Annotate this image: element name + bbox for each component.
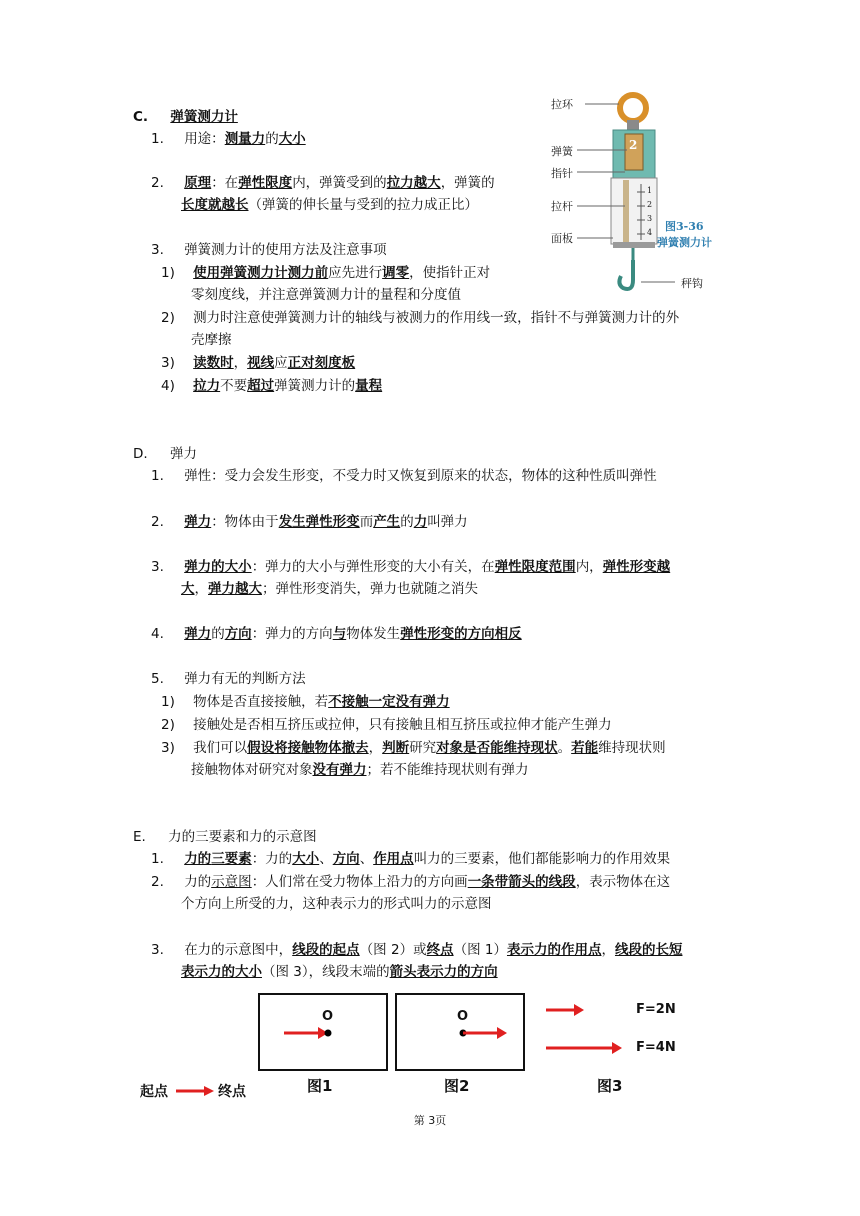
emphasis: 弹性形变的方向相反 [400, 626, 522, 642]
emphasis: 力的 [184, 851, 212, 867]
text: 不要 [220, 378, 248, 394]
text: 弹簧测力计的 [274, 378, 356, 394]
item-number: 3. [151, 942, 164, 958]
emphasis: 若能 [571, 740, 599, 756]
label-ring: 拉环 [551, 98, 573, 111]
text: 的 [265, 131, 279, 147]
label-rod: 拉杆 [551, 200, 573, 213]
emphasis: 弹性限度 [238, 175, 293, 191]
text: 弹力有无的判断方法 [184, 671, 306, 687]
emphasis: 终点 [426, 942, 454, 958]
text: ：弹力的方向 [251, 626, 333, 642]
legend-arrow-icon [174, 1084, 216, 1098]
text: （图 2）或 [359, 942, 427, 958]
list-item [151, 872, 670, 892]
item-number: 1) [161, 694, 175, 710]
text: 叫力的三要素，他们都能影响力的作用效果 [413, 851, 671, 867]
list-item [151, 940, 682, 960]
text: 弹簧测力计的使用方法及注意事项 [184, 242, 387, 258]
text: 接触物体对研究对象 [191, 762, 313, 778]
emphasis: 超过 [247, 378, 275, 394]
text: ，弹簧的 [440, 175, 495, 191]
figure-caption-title: 弹簧测力计 [657, 236, 712, 249]
emphasis: 对象是否能维持现状 [436, 740, 558, 756]
point-label: O [322, 1009, 334, 1024]
section-letter: E. [133, 829, 146, 845]
item-number: 5. [151, 671, 164, 687]
list-item-continuation [181, 962, 498, 982]
text: 力的 [184, 874, 212, 890]
item-number: 2. [151, 175, 164, 191]
emphasis: 弹力的大小 [184, 559, 252, 575]
text: 在力的示意图中， [184, 942, 293, 958]
figure-2-box [395, 993, 525, 1071]
text: 而 [359, 514, 374, 530]
emphasis: 使用弹簧测力计测力前 [193, 265, 329, 281]
emphasis: 原理 [184, 175, 212, 191]
text: （弹簧的伸长量与受到的拉力成正比） [248, 197, 478, 213]
sub-item-continuation [191, 760, 529, 780]
text: 叫弹力 [427, 514, 468, 530]
label-panel: 面板 [551, 232, 573, 245]
list-item-continuation [181, 894, 492, 914]
sub-item [161, 376, 382, 396]
emphasis: 弹力 [184, 626, 212, 642]
label-spring: 弹簧 [551, 145, 573, 158]
section-c-heading [133, 107, 238, 127]
emphasis: 拉力越大 [386, 175, 441, 191]
legend-start-label: 起点 [140, 1084, 168, 1100]
emphasis: 没有弹力 [312, 762, 367, 778]
item-number: 3) [161, 355, 175, 371]
section-title: 弹力 [169, 446, 197, 462]
label-pointer: 指针 [551, 167, 573, 180]
section-d-heading [133, 444, 197, 464]
figure-3-arrows-icon [542, 1000, 632, 1060]
item-number: 2. [151, 874, 164, 890]
figure-caption: 图2 [444, 1077, 470, 1095]
item-number: 3) [161, 740, 175, 756]
emphasis: 测量力 [224, 131, 266, 147]
emphasis: 箭头表示力的方向 [389, 964, 498, 980]
text: 。 [557, 740, 572, 756]
sub-item [161, 353, 355, 373]
text: 的 [211, 626, 225, 642]
item-number: 3. [151, 242, 164, 258]
emphasis: 假设将接触物体撤去 [247, 740, 369, 756]
section-title: 力的三要素和力的示意图 [168, 829, 317, 845]
tick-label: 2 [647, 200, 653, 209]
item-number: 1. [151, 468, 164, 484]
page-number: 第 3页 [413, 1114, 447, 1127]
text: ， [601, 942, 615, 958]
text: ：人们常在受力物体上沿力的方向画 [251, 874, 468, 890]
list-item [151, 557, 670, 577]
figure-caption: 图3 [597, 1077, 623, 1095]
text: 、 [359, 851, 374, 867]
list-item-continuation [181, 579, 478, 599]
sub-item [161, 308, 679, 328]
list-item [151, 129, 306, 149]
list-item-continuation [181, 195, 478, 215]
emphasis: 弹性形变越 [602, 559, 671, 575]
text: 、 [319, 851, 333, 867]
emphasis: 调零 [382, 265, 410, 281]
item-number: 1. [151, 851, 164, 867]
figure-caption-number: 图3-36 [665, 220, 704, 233]
text: ，使指针正对 [409, 265, 491, 281]
sub-item [161, 738, 666, 758]
text: 物体发生 [346, 626, 401, 642]
text: 物体是否直接接触，若 [193, 694, 329, 710]
emphasis: 不接触一定没有弹力 [328, 694, 450, 710]
section-e-heading [133, 827, 317, 847]
emphasis: 力 [413, 514, 428, 530]
text: 我们可以 [193, 740, 248, 756]
text: 的 [400, 514, 414, 530]
item-number: 2) [161, 310, 175, 326]
emphasis: 三要素 [211, 851, 252, 867]
emphasis: 与 [332, 626, 347, 642]
text: 用途： [184, 131, 225, 147]
sub-item-continuation [191, 285, 461, 305]
figure-caption: 图1 [307, 1077, 333, 1095]
knob-label: 2 [629, 138, 638, 152]
text: ， [233, 355, 248, 371]
emphasis: 一条带箭头的线段 [467, 874, 576, 890]
emphasis: 视线 [247, 355, 275, 371]
text: 内， [575, 559, 603, 575]
section-letter: D. [133, 446, 148, 462]
text: 维持现状则 [598, 740, 666, 756]
sub-item-continuation [191, 330, 232, 350]
emphasis: 作用点 [373, 851, 414, 867]
text: 内，弹簧受到的 [292, 175, 387, 191]
emphasis: 量程 [355, 378, 383, 394]
text: 研究 [409, 740, 437, 756]
item-number: 4. [151, 626, 164, 642]
text: （图 3），线段末端的 [262, 964, 390, 980]
tick-label: 4 [647, 228, 653, 237]
item-number: 1. [151, 131, 164, 147]
item-number: 3. [151, 559, 164, 575]
text: ；弹性形变消失，弹力也就随之消失 [262, 581, 478, 597]
emphasis: 长度就越长 [181, 197, 249, 213]
emphasis: 产生 [373, 514, 401, 530]
sub-item [161, 263, 490, 283]
item-number: 2. [151, 514, 164, 530]
emphasis: 弹力越大 [208, 581, 262, 597]
list-item [151, 173, 495, 193]
spring-scale-figure [545, 88, 745, 308]
spring-scale-icon [545, 88, 745, 308]
text: ：在 [211, 175, 239, 191]
tick-label: 1 [647, 186, 653, 195]
text: ：物体由于 [211, 514, 279, 530]
text: 接触处是否相互挤压或拉伸，只有接触且相互挤压或拉伸才能产生弹力 [193, 717, 612, 733]
force-label-2n: F=2N [636, 1002, 676, 1017]
text: 零刻度线，并注意弹簧测力计的量程和分度值 [191, 287, 461, 303]
force-arrow-icon [260, 995, 386, 1069]
emphasis: 线段的长短 [614, 942, 683, 958]
text: ， [194, 581, 208, 597]
emphasis: 表示力的作用点 [506, 942, 602, 958]
text: ；若不能维持现状则有弹力 [366, 762, 529, 778]
emphasis: 正对刻度板 [287, 355, 356, 371]
text: ：弹力的大小与弹性形变的大小有关，在 [251, 559, 495, 575]
text: 壳摩擦 [191, 332, 232, 348]
section-letter: C. [133, 109, 149, 125]
list-item [151, 624, 522, 644]
point-label: O [457, 1009, 469, 1024]
list-item [151, 512, 468, 532]
emphasis: 弹力 [184, 514, 212, 530]
text: 应先进行 [328, 265, 383, 281]
emphasis: 示意图 [211, 874, 252, 890]
text: ，表示物体在这 [575, 874, 671, 890]
emphasis: 读数时 [193, 355, 234, 371]
figure-1-box [258, 993, 388, 1071]
legend-end-label: 终点 [218, 1084, 246, 1100]
text: 测力时注意使弹簧测力计的轴线与被测力的作用线一致，指针不与弹簧测力计的外 [193, 310, 680, 326]
emphasis: 弹性限度范围 [494, 559, 576, 575]
item-number: 2) [161, 717, 175, 733]
tick-label: 3 [647, 214, 653, 223]
text: （图 1） [453, 942, 507, 958]
emphasis: 拉力 [193, 378, 221, 394]
sub-item [161, 692, 450, 712]
item-number: 1) [161, 265, 175, 281]
emphasis: 大小 [292, 851, 320, 867]
emphasis: 表示力的大小 [181, 964, 262, 980]
text: 个方向上所受的力，这种表示力的形式叫力的示意图 [181, 896, 492, 912]
text: ：力的 [251, 851, 293, 867]
section-title: 弹簧测力计 [170, 109, 238, 125]
text: 弹性：受力会发生形变，不受力时又恢复到原来的状态，物体的这种性质叫弹性 [184, 468, 657, 484]
label-hook: 秤钩 [681, 277, 703, 290]
list-item [151, 669, 306, 689]
force-label-4n: F=4N [636, 1040, 676, 1055]
force-arrow-icon [397, 995, 523, 1069]
list-item [151, 849, 670, 869]
emphasis: 方向 [224, 626, 252, 642]
emphasis: 判断 [382, 740, 410, 756]
sub-item [161, 715, 612, 735]
text: 应 [274, 355, 288, 371]
emphasis: 线段的起点 [292, 942, 360, 958]
emphasis: 发生弹性形变 [278, 514, 360, 530]
emphasis: 大 [181, 581, 195, 597]
text: ， [368, 740, 383, 756]
item-number: 4) [161, 378, 175, 394]
list-item [151, 240, 387, 260]
emphasis: 方向 [332, 851, 360, 867]
emphasis: 大小 [278, 131, 306, 147]
list-item [151, 466, 657, 486]
